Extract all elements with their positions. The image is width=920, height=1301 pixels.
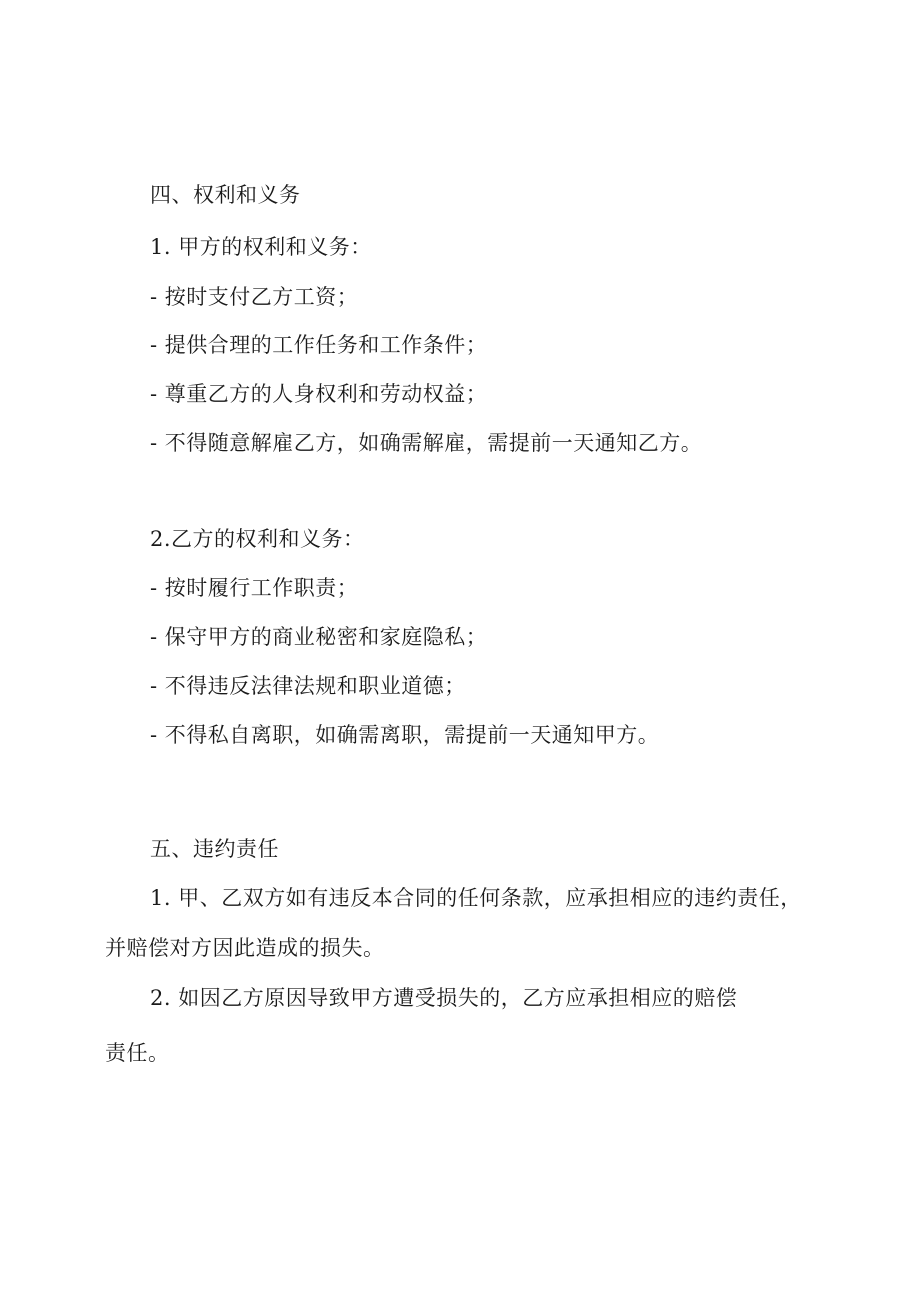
party-b-title: 2.乙方的权利和义务：: [150, 527, 365, 551]
party-b-item: - 不得违反法律法规和职业道德；: [150, 674, 466, 698]
party-b-item: - 保守甲方的商业秘密和家庭隐私；: [150, 625, 488, 649]
party-a-item: - 提供合理的工作任务和工作条件；: [150, 333, 488, 357]
party-a-item: - 不得随意解雇乙方，如确需解雇，需提前一天通知乙方。: [150, 431, 703, 455]
party-a-title: 1. 甲方的权利和义务：: [150, 235, 372, 259]
party-b-item: - 按时履行工作职责；: [150, 576, 359, 600]
clause-2-line-1: 2. 如因乙方原因导致甲方遭受损失的，乙方应承担相应的赔偿: [150, 986, 738, 1010]
clause-2-line-2: 责任。: [105, 1041, 170, 1065]
party-a-item: - 按时支付乙方工资；: [150, 285, 359, 309]
party-b-item: - 不得私自离职，如确需离职，需提前一天通知甲方。: [150, 723, 660, 747]
clause-1-line-2: 并赔偿对方因此造成的损失。: [105, 936, 385, 960]
clause-1-line-1: 1. 甲、乙双方如有违反本合同的任何条款，应承担相应的违约责任，: [150, 886, 802, 910]
section-5-heading: 五、违约责任: [150, 837, 279, 861]
section-4-heading: 四、权利和义务: [150, 183, 301, 207]
party-a-item: - 尊重乙方的人身权利和劳动权益；: [150, 382, 488, 406]
